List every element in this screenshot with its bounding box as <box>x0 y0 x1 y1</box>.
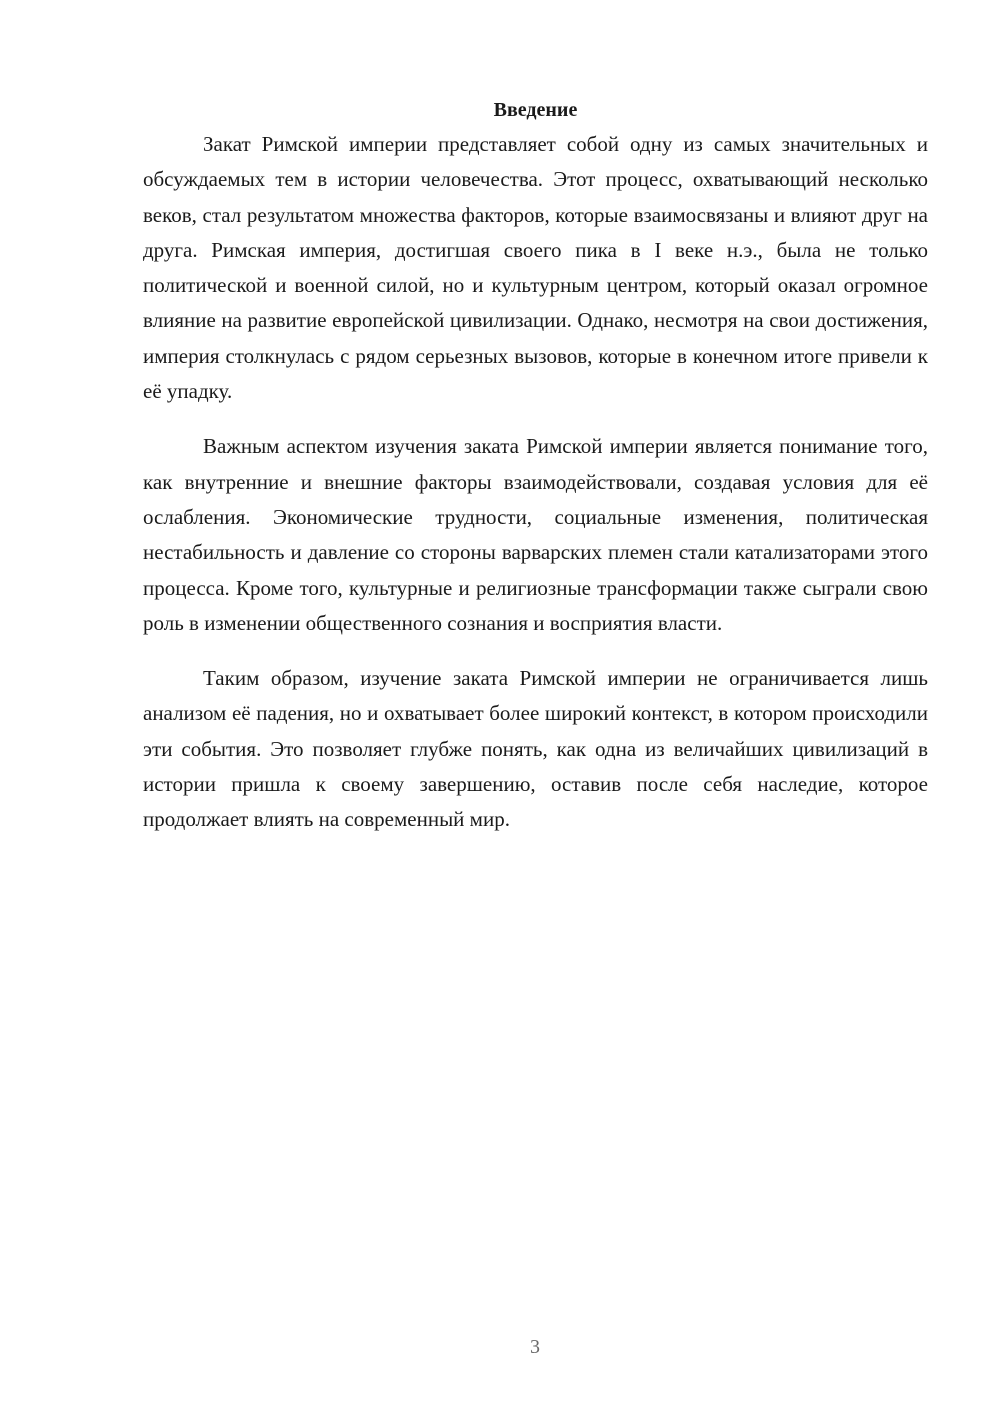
page-number: 3 <box>530 1336 540 1358</box>
paragraph-3: Таким образом, изучение заката Римской империи не ограничивается лишь анализом её падения, но и охватывает более широкий контекст, в котором происходили эти события. Это позволяет глубже понять, как одна из величайших цивилизаций в истории пришла к своему завершению, оставив после себя наследие, которое продолжает влиять на современный мир. <box>143 666 928 832</box>
section-heading: Введение <box>493 99 578 121</box>
paragraph-2: Важным аспектом изучения заката Римской империи является понимание того, как внутренние и внешние факторы взаимодействовали, создавая условия для её ослабления. Экономические трудности, социальные изменения, политическая нестабильность и давление со стороны варварских племен стали катализаторами этого процесса. Кроме того, культурные и религиозные трансформации также сыграли свою роль в изменении общественного сознания и восприятия власти. <box>143 434 928 635</box>
paragraph-1: Закат Римской империи представляет собой одну из самых значительных и обсуждаемых тем в истории человечества. Этот процесс, охватывающий несколько веков, стал результатом множества факторов, которые взаимосвязаны и влияют друг на друга. Римская империя, достигшая своего пика в I веке н.э., была не только политической и военной силой, но и культурным центром, который оказал огромное влияние на развитие европейской цивилизации. Однако, несмотря на свои достижения, империя столкнулась с рядом серьезных вызовов, которые в конечном итоге привели к её упадку. <box>143 132 928 404</box>
page-content <box>143 95 928 858</box>
